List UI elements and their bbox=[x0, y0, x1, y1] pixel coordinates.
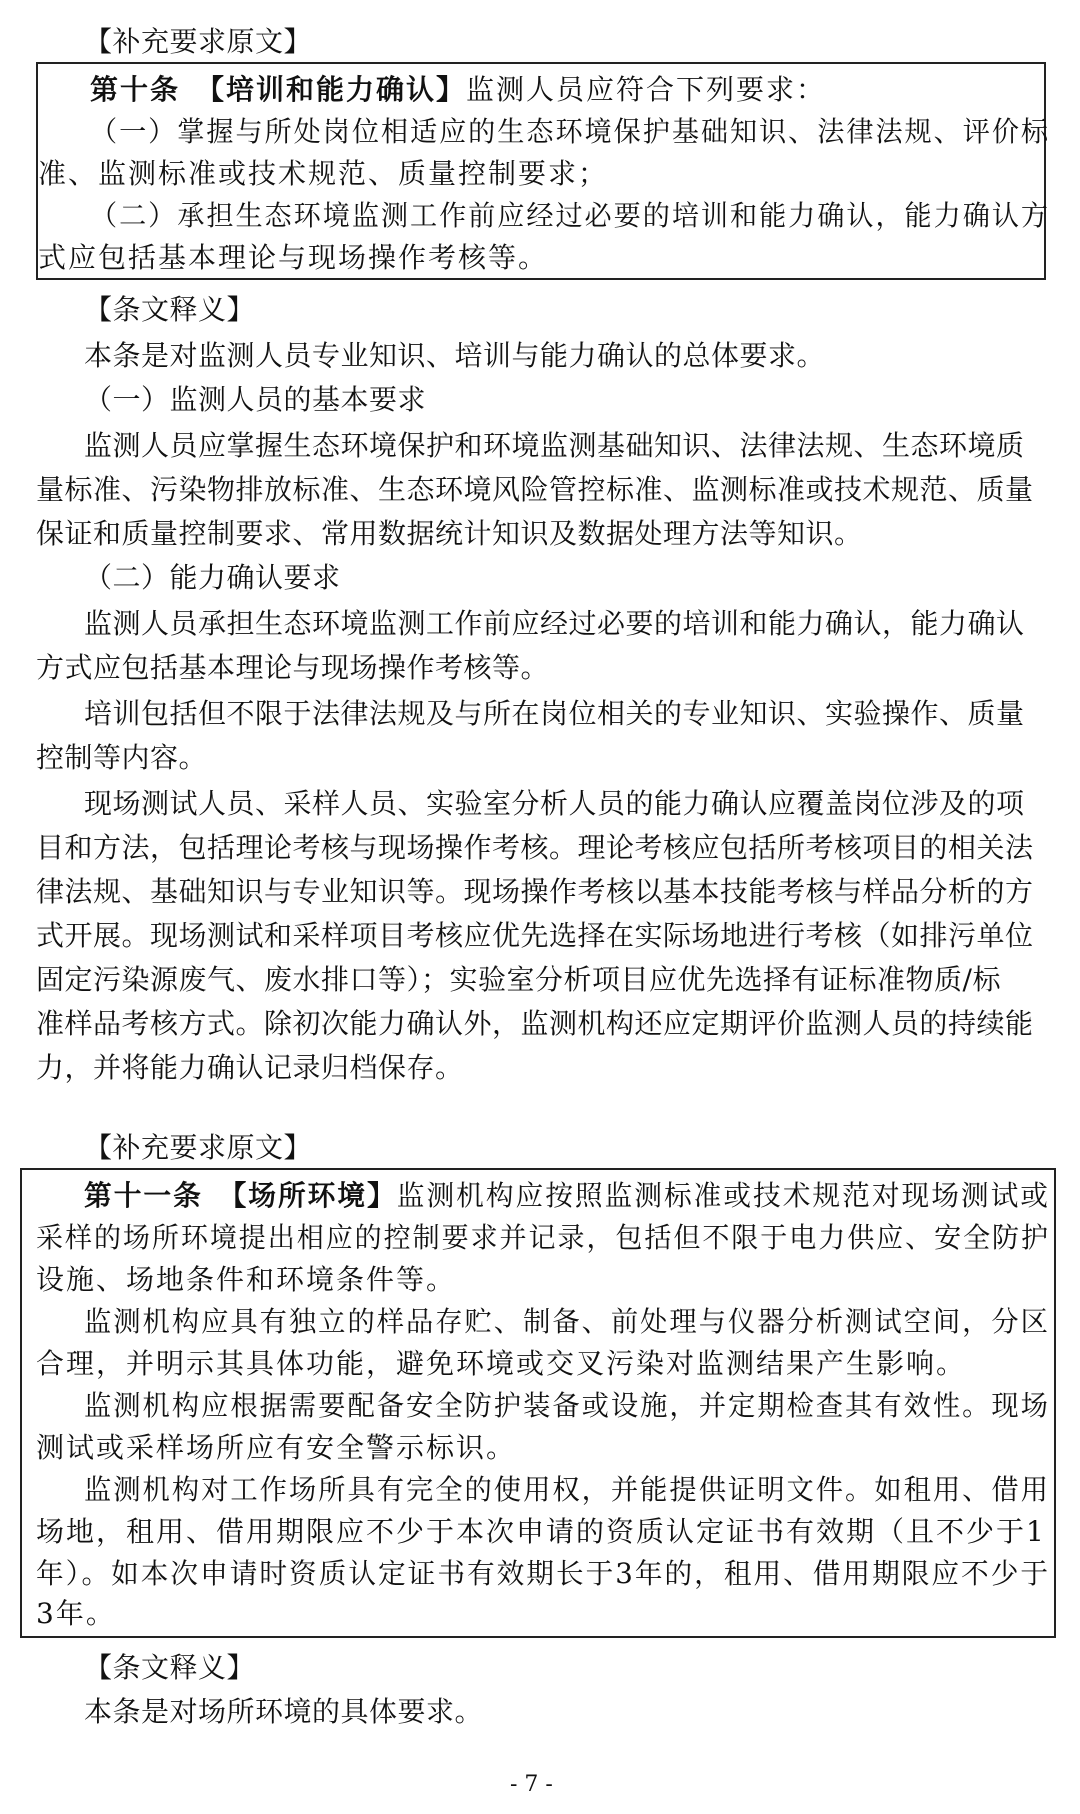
article-10-line: 准、监测标准或技术规范、质量控制要求； bbox=[38, 157, 609, 190]
supplement-label: 【补充要求原文】 bbox=[84, 25, 313, 58]
paragraph-line: 方式应包括基本理论与现场操作考核等。 bbox=[36, 651, 550, 684]
article-11-line: 监测机构应具有独立的样品存贮、制备、前处理与仪器分析测试空间，分区 bbox=[84, 1305, 1050, 1338]
article-10-line: （一）掌握与所处岗位相适应的生态环境保护基础知识、法律法规、评价标 bbox=[90, 115, 1051, 148]
article-10-line: （二）承担生态环境监测工作前应经过必要的培训和能力确认，能力确认方 bbox=[90, 199, 1051, 232]
article-11-line: 测试或采样场所应有安全警示标识。 bbox=[36, 1431, 517, 1464]
article-title: 第十条 【培训和能力确认】 bbox=[90, 73, 467, 106]
explanation-label: 【条文释义】 bbox=[84, 293, 256, 326]
paragraph-line: 量标准、污染物排放标准、生态环境风险管控标准、监测标准或技术规范、质量 bbox=[36, 473, 1034, 506]
paragraph-line: 监测人员应掌握生态环境保护和环境监测基础知识、法律法规、生态环境质 bbox=[84, 429, 1025, 462]
article-11-line: 年）。如本次申请时资质认定证书有效期长于3年的，租用、借用期限应不少于 bbox=[36, 1557, 1051, 1590]
paragraph-line: 律法规、基础知识与专业知识等。现场操作考核以基本技能考核与样品分析的方 bbox=[36, 875, 1034, 908]
article-11-line: 监测机构应根据需要配备安全防护装备或设施，并定期检查其有效性。现场 bbox=[84, 1389, 1050, 1422]
article-11-line: 监测机构对工作场所具有完全的使用权，并能提供证明文件。如租用、借用 bbox=[84, 1473, 1050, 1506]
article-10-line: 式应包括基本理论与现场操作考核等。 bbox=[38, 241, 549, 274]
supplement-label: 【补充要求原文】 bbox=[84, 1131, 313, 1164]
article-11-line: 设施、场地条件和环境条件等。 bbox=[36, 1263, 457, 1296]
paragraph-line: 目和方法，包括理论考核与现场操作考核。理论考核应包括所考核项目的相关法 bbox=[36, 831, 1034, 864]
article-10-line bbox=[90, 70, 826, 110]
article-11-line: 合理，并明示其具体功能，避免环境或交叉污染对监测结果产生影响。 bbox=[36, 1347, 967, 1380]
paragraph-line: 监测人员承担生态环境监测工作前应经过必要的培训和能力确认，能力确认 bbox=[84, 607, 1025, 640]
paragraph-line: 准样品考核方式。除初次能力确认外，监测机构还应定期评价监测人员的持续能 bbox=[36, 1007, 1034, 1040]
paragraph-line: 本条是对场所环境的具体要求。 bbox=[84, 1695, 484, 1728]
article-10-box bbox=[36, 62, 1051, 280]
paragraph-line: 式开展。现场测试和采样项目考核应优先选择在实际场地进行考核（如排污单位 bbox=[36, 919, 1034, 952]
paragraph-line: 控制等内容。 bbox=[36, 741, 208, 774]
paragraph-line: 现场测试人员、采样人员、实验室分析人员的能力确认应覆盖岗位涉及的项 bbox=[84, 787, 1025, 820]
subheading: （一）监测人员的基本要求 bbox=[84, 383, 427, 416]
paragraph-line: 保证和质量控制要求、常用数据统计知识及数据处理方法等知识。 bbox=[36, 517, 863, 550]
subheading: （二）能力确认要求 bbox=[84, 561, 341, 594]
article-11-line: 采样的场所环境提出相应的控制要求并记录，包括但不限于电力供应、安全防护 bbox=[36, 1221, 1050, 1254]
paragraph-line: 本条是对监测人员专业知识、培训与能力确认的总体要求。 bbox=[84, 339, 826, 372]
article-11-box bbox=[20, 1168, 1056, 1638]
paragraph-line: 固定污染源废气、废水排口等）；实验室分析项目应优先选择有证标准物质/标 bbox=[36, 963, 1001, 996]
article-text: 监测人员应符合下列要求： bbox=[466, 73, 827, 106]
article-11-line: 场地，租用、借用期限应不少于本次申请的资质认定证书有效期（且不少于1 bbox=[36, 1515, 1046, 1548]
article-title: 第十一条 【场所环境】 bbox=[84, 1179, 397, 1212]
article-text: 监测机构应按照监测标准或技术规范对现场测试或 bbox=[396, 1179, 1050, 1212]
page-number: - 7 - bbox=[510, 1772, 553, 1797]
explanation-label: 【条文释义】 bbox=[84, 1651, 256, 1684]
article-11-line: 3年。 bbox=[36, 1597, 116, 1630]
article-11-line bbox=[84, 1176, 1050, 1216]
paragraph-line: 力，并将能力确认记录归档保存。 bbox=[36, 1051, 464, 1084]
paragraph-line: 培训包括但不限于法律法规及与所在岗位相关的专业知识、实验操作、质量 bbox=[84, 697, 1025, 730]
